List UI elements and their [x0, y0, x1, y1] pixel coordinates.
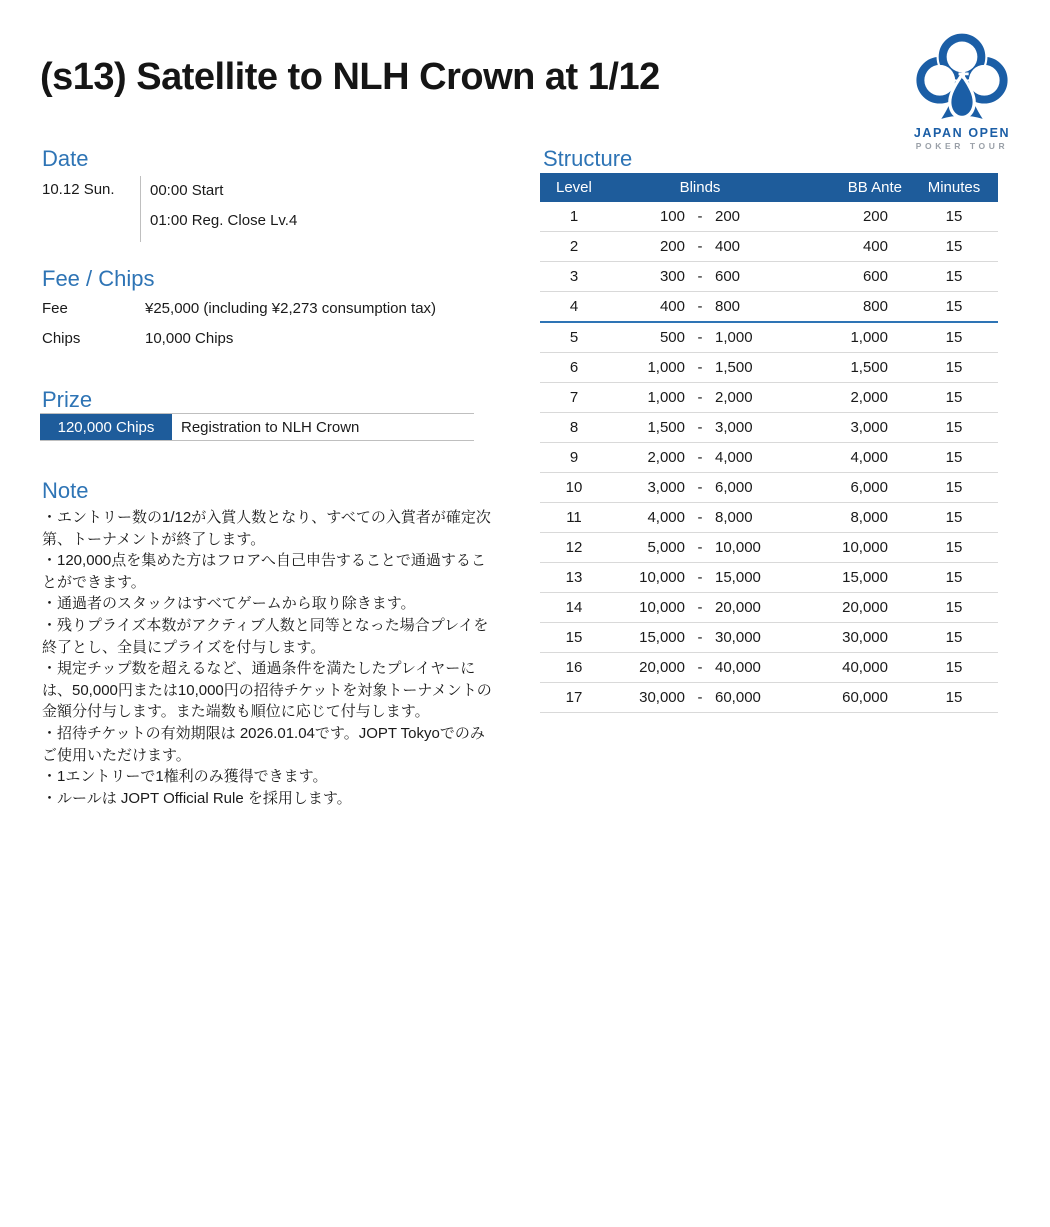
blinds-separator: -	[697, 449, 703, 466]
blinds-cell	[608, 419, 792, 436]
level-cell: 9	[569, 449, 579, 466]
blinds-cell	[608, 689, 792, 706]
bb-ante-cell: 15,000	[842, 569, 888, 586]
big-blind: 30,000	[715, 629, 761, 646]
bb-ante-cell: 1,000	[850, 329, 888, 346]
jopt-logo	[898, 28, 1026, 151]
big-blind: 8,000	[715, 509, 753, 526]
small-blind: 5,000	[647, 539, 685, 556]
small-blind: 300	[659, 268, 685, 285]
bb-ante-cell: 20,000	[842, 599, 888, 616]
blinds-separator: -	[697, 329, 703, 346]
big-blind: 3,000	[715, 419, 753, 436]
small-blind: 500	[659, 329, 685, 346]
logo-text-poker-tour: POKER TOUR	[915, 141, 1009, 151]
minutes-cell: 15	[945, 329, 963, 346]
level-cell: 3	[569, 268, 579, 285]
bb-ante-cell: 4,000	[850, 449, 888, 466]
small-blind: 1,000	[647, 389, 685, 406]
small-blind: 2,000	[647, 449, 685, 466]
structure-level-row	[540, 533, 998, 563]
blinds-cell	[608, 238, 792, 255]
big-blind: 800	[715, 298, 741, 315]
minutes-cell: 15	[945, 419, 963, 436]
blinds-separator: -	[697, 298, 703, 315]
bb-ante-cell: 6,000	[850, 479, 888, 496]
note-item: ・エントリー数の1/12が入賞人数となり、すべての入賞者が確定次第、トーナメントが終了します。	[42, 509, 491, 548]
big-blind: 400	[715, 238, 741, 255]
level-cell: 10	[565, 479, 583, 496]
note-heading: Note	[42, 478, 89, 503]
club-clover-with-drop-icon	[898, 28, 1026, 124]
bb-ante-cell: 10,000	[842, 539, 888, 556]
structure-level-row	[540, 563, 998, 593]
blinds-cell	[608, 509, 792, 526]
structure-level-row	[540, 683, 998, 713]
blinds-separator: -	[697, 689, 703, 706]
column-header-blinds: Blinds	[679, 179, 721, 196]
bb-ante-cell: 40,000	[842, 659, 888, 676]
blinds-separator: -	[697, 539, 703, 556]
minutes-cell: 15	[945, 238, 963, 255]
small-blind: 30,000	[639, 689, 685, 706]
chips-row	[42, 330, 436, 347]
structure-level-row	[540, 383, 998, 413]
blinds-cell	[608, 359, 792, 376]
bb-ante-cell: 800	[862, 298, 888, 315]
big-blind: 15,000	[715, 569, 761, 586]
small-blind: 1,500	[647, 419, 685, 436]
blinds-separator: -	[697, 599, 703, 616]
small-blind: 10,000	[639, 599, 685, 616]
note-item: ・規定チップ数を超えるなど、通過条件を満たしたプレイヤーには、50,000円または10,000円の招待チケットを対象トーナメントの金額分付与します。また端数も順位に応じて付与します。	[42, 660, 492, 721]
date-time-start: 00:00 Start	[150, 182, 224, 199]
blinds-separator: -	[697, 479, 703, 496]
blinds-cell	[608, 208, 792, 225]
level-cell: 14	[565, 599, 583, 616]
structure-level-row	[540, 653, 998, 683]
structure-level-row	[540, 353, 998, 383]
blinds-cell	[608, 389, 792, 406]
big-blind: 1,500	[715, 359, 753, 376]
level-cell: 6	[569, 359, 579, 376]
big-blind: 40,000	[715, 659, 761, 676]
logo-text-japan-open: JAPAN OPEN	[913, 126, 1011, 140]
level-cell: 7	[569, 389, 579, 406]
blinds-cell	[608, 629, 792, 646]
blinds-separator: -	[697, 389, 703, 406]
small-blind: 400	[659, 298, 685, 315]
note-item: ・招待チケットの有効期限は 2026.01.04です。JOPT Tokyoでのみご使用いただけます。	[42, 724, 485, 764]
structure-level-row	[540, 262, 998, 292]
blinds-separator: -	[697, 419, 703, 436]
bb-ante-cell: 400	[862, 238, 888, 255]
big-blind: 6,000	[715, 479, 753, 496]
blinds-separator: -	[697, 238, 703, 255]
bb-ante-cell: 30,000	[842, 629, 888, 646]
bb-ante-cell: 60,000	[842, 689, 888, 706]
small-blind: 200	[659, 238, 685, 255]
level-cell: 12	[565, 539, 583, 556]
structure-heading: Structure	[543, 146, 633, 171]
column-header-level: Level	[556, 179, 592, 196]
date-day: 10.12 Sun.	[42, 181, 115, 198]
structure-level-row	[540, 443, 998, 473]
level-cell: 8	[569, 419, 579, 436]
date-section	[42, 176, 297, 242]
level-cell: 13	[565, 569, 583, 586]
level-cell: 15	[565, 629, 583, 646]
minutes-cell: 15	[945, 569, 963, 586]
note-item: ・通過者のスタックはすべてゲームから取り除きます。	[42, 595, 416, 613]
small-blind: 20,000	[639, 659, 685, 676]
blinds-separator: -	[697, 208, 703, 225]
minutes-cell: 15	[945, 208, 963, 225]
structure-level-row	[540, 232, 998, 262]
small-blind: 100	[659, 208, 685, 225]
blinds-separator: -	[697, 509, 703, 526]
blinds-separator: -	[697, 569, 703, 586]
fee-chips-section	[42, 300, 436, 360]
minutes-cell: 15	[945, 509, 963, 526]
structure-table	[540, 173, 998, 713]
structure-table-body	[540, 202, 998, 713]
big-blind: 2,000	[715, 389, 753, 406]
date-heading: Date	[42, 146, 89, 171]
level-cell: 11	[566, 509, 582, 526]
minutes-cell: 15	[945, 298, 963, 315]
date-times	[141, 176, 297, 242]
minutes-cell: 15	[945, 389, 963, 406]
note-item: ・残りプライズ本数がアクティブ人数と同等となった場合プレイを終了とし、全員にプライズを付与します。	[42, 616, 489, 656]
bb-ante-cell: 3,000	[850, 419, 888, 436]
blinds-separator: -	[697, 629, 703, 646]
page-title: (s13) Satellite to NLH Crown at 1/12	[40, 56, 660, 98]
structure-level-row	[540, 292, 998, 323]
blinds-cell	[608, 539, 792, 556]
small-blind: 4,000	[647, 509, 685, 526]
level-cell: 1	[569, 208, 579, 225]
blinds-cell	[608, 298, 792, 315]
note-item: ・120,000点を集めた方はフロアへ自己申告することで通過することができます。	[42, 552, 486, 591]
blinds-cell	[608, 329, 792, 346]
bb-ante-cell: 1,500	[850, 359, 888, 376]
structure-level-row	[540, 473, 998, 503]
fee-chips-heading: Fee / Chips	[42, 266, 155, 291]
minutes-cell: 15	[945, 449, 963, 466]
column-header-minutes: Minutes	[927, 179, 981, 196]
structure-level-row	[540, 503, 998, 533]
chips-value: 10,000 Chips	[145, 330, 234, 347]
level-cell: 2	[569, 238, 579, 255]
bb-ante-cell: 8,000	[850, 509, 888, 526]
blinds-cell	[608, 479, 792, 496]
structure-level-row	[540, 593, 998, 623]
note-list	[42, 507, 492, 809]
big-blind: 10,000	[715, 539, 761, 556]
fee-row	[42, 300, 436, 317]
blinds-cell	[608, 569, 792, 586]
big-blind: 60,000	[715, 689, 761, 706]
big-blind: 1,000	[715, 329, 753, 346]
structure-table-header	[540, 173, 998, 202]
level-cell: 4	[569, 298, 579, 315]
minutes-cell: 15	[945, 479, 963, 496]
minutes-cell: 15	[945, 659, 963, 676]
small-blind: 1,000	[647, 359, 685, 376]
small-blind: 15,000	[639, 629, 685, 646]
structure-level-row	[540, 413, 998, 443]
level-cell: 17	[565, 689, 583, 706]
note-item: ・ルールは JOPT Official Rule を採用します。	[42, 789, 352, 807]
prize-heading: Prize	[42, 387, 93, 412]
minutes-cell: 15	[945, 629, 963, 646]
blinds-cell	[608, 268, 792, 285]
chips-label: Chips	[42, 330, 81, 347]
minutes-cell: 15	[945, 539, 963, 556]
blinds-separator: -	[697, 359, 703, 376]
fee-value: ¥25,000 (including ¥2,273 consumption tax)	[145, 300, 437, 317]
small-blind: 3,000	[647, 479, 685, 496]
structure-level-row	[540, 623, 998, 653]
bb-ante-cell: 600	[862, 268, 888, 285]
structure-level-row	[540, 202, 998, 232]
big-blind: 200	[715, 208, 741, 225]
minutes-cell: 15	[945, 689, 963, 706]
big-blind: 20,000	[715, 599, 761, 616]
bb-ante-cell: 200	[862, 208, 888, 225]
blinds-separator: -	[697, 268, 703, 285]
small-blind: 10,000	[639, 569, 685, 586]
structure-level-row	[540, 323, 998, 353]
big-blind: 600	[715, 268, 741, 285]
minutes-cell: 15	[945, 359, 963, 376]
big-blind: 4,000	[715, 449, 753, 466]
bb-ante-cell: 2,000	[850, 389, 888, 406]
note-item: ・1エントリーで1権利のみ獲得できます。	[42, 768, 328, 786]
fee-label: Fee	[42, 300, 68, 317]
prize-description: Registration to NLH Crown	[181, 418, 360, 436]
prize-row	[40, 413, 474, 441]
minutes-cell: 15	[945, 268, 963, 285]
prize-amount-badge: 120,000 Chips	[40, 414, 172, 440]
blinds-separator: -	[697, 659, 703, 676]
blinds-cell	[608, 659, 792, 676]
level-cell: 16	[565, 659, 583, 676]
date-time-reg-close: 01:00 Reg. Close Lv.4	[150, 212, 298, 229]
blinds-cell	[608, 599, 792, 616]
column-header-bb-ante: BB Ante	[847, 179, 902, 196]
level-cell: 5	[569, 329, 579, 346]
minutes-cell: 15	[945, 599, 963, 616]
blinds-cell	[608, 449, 792, 466]
